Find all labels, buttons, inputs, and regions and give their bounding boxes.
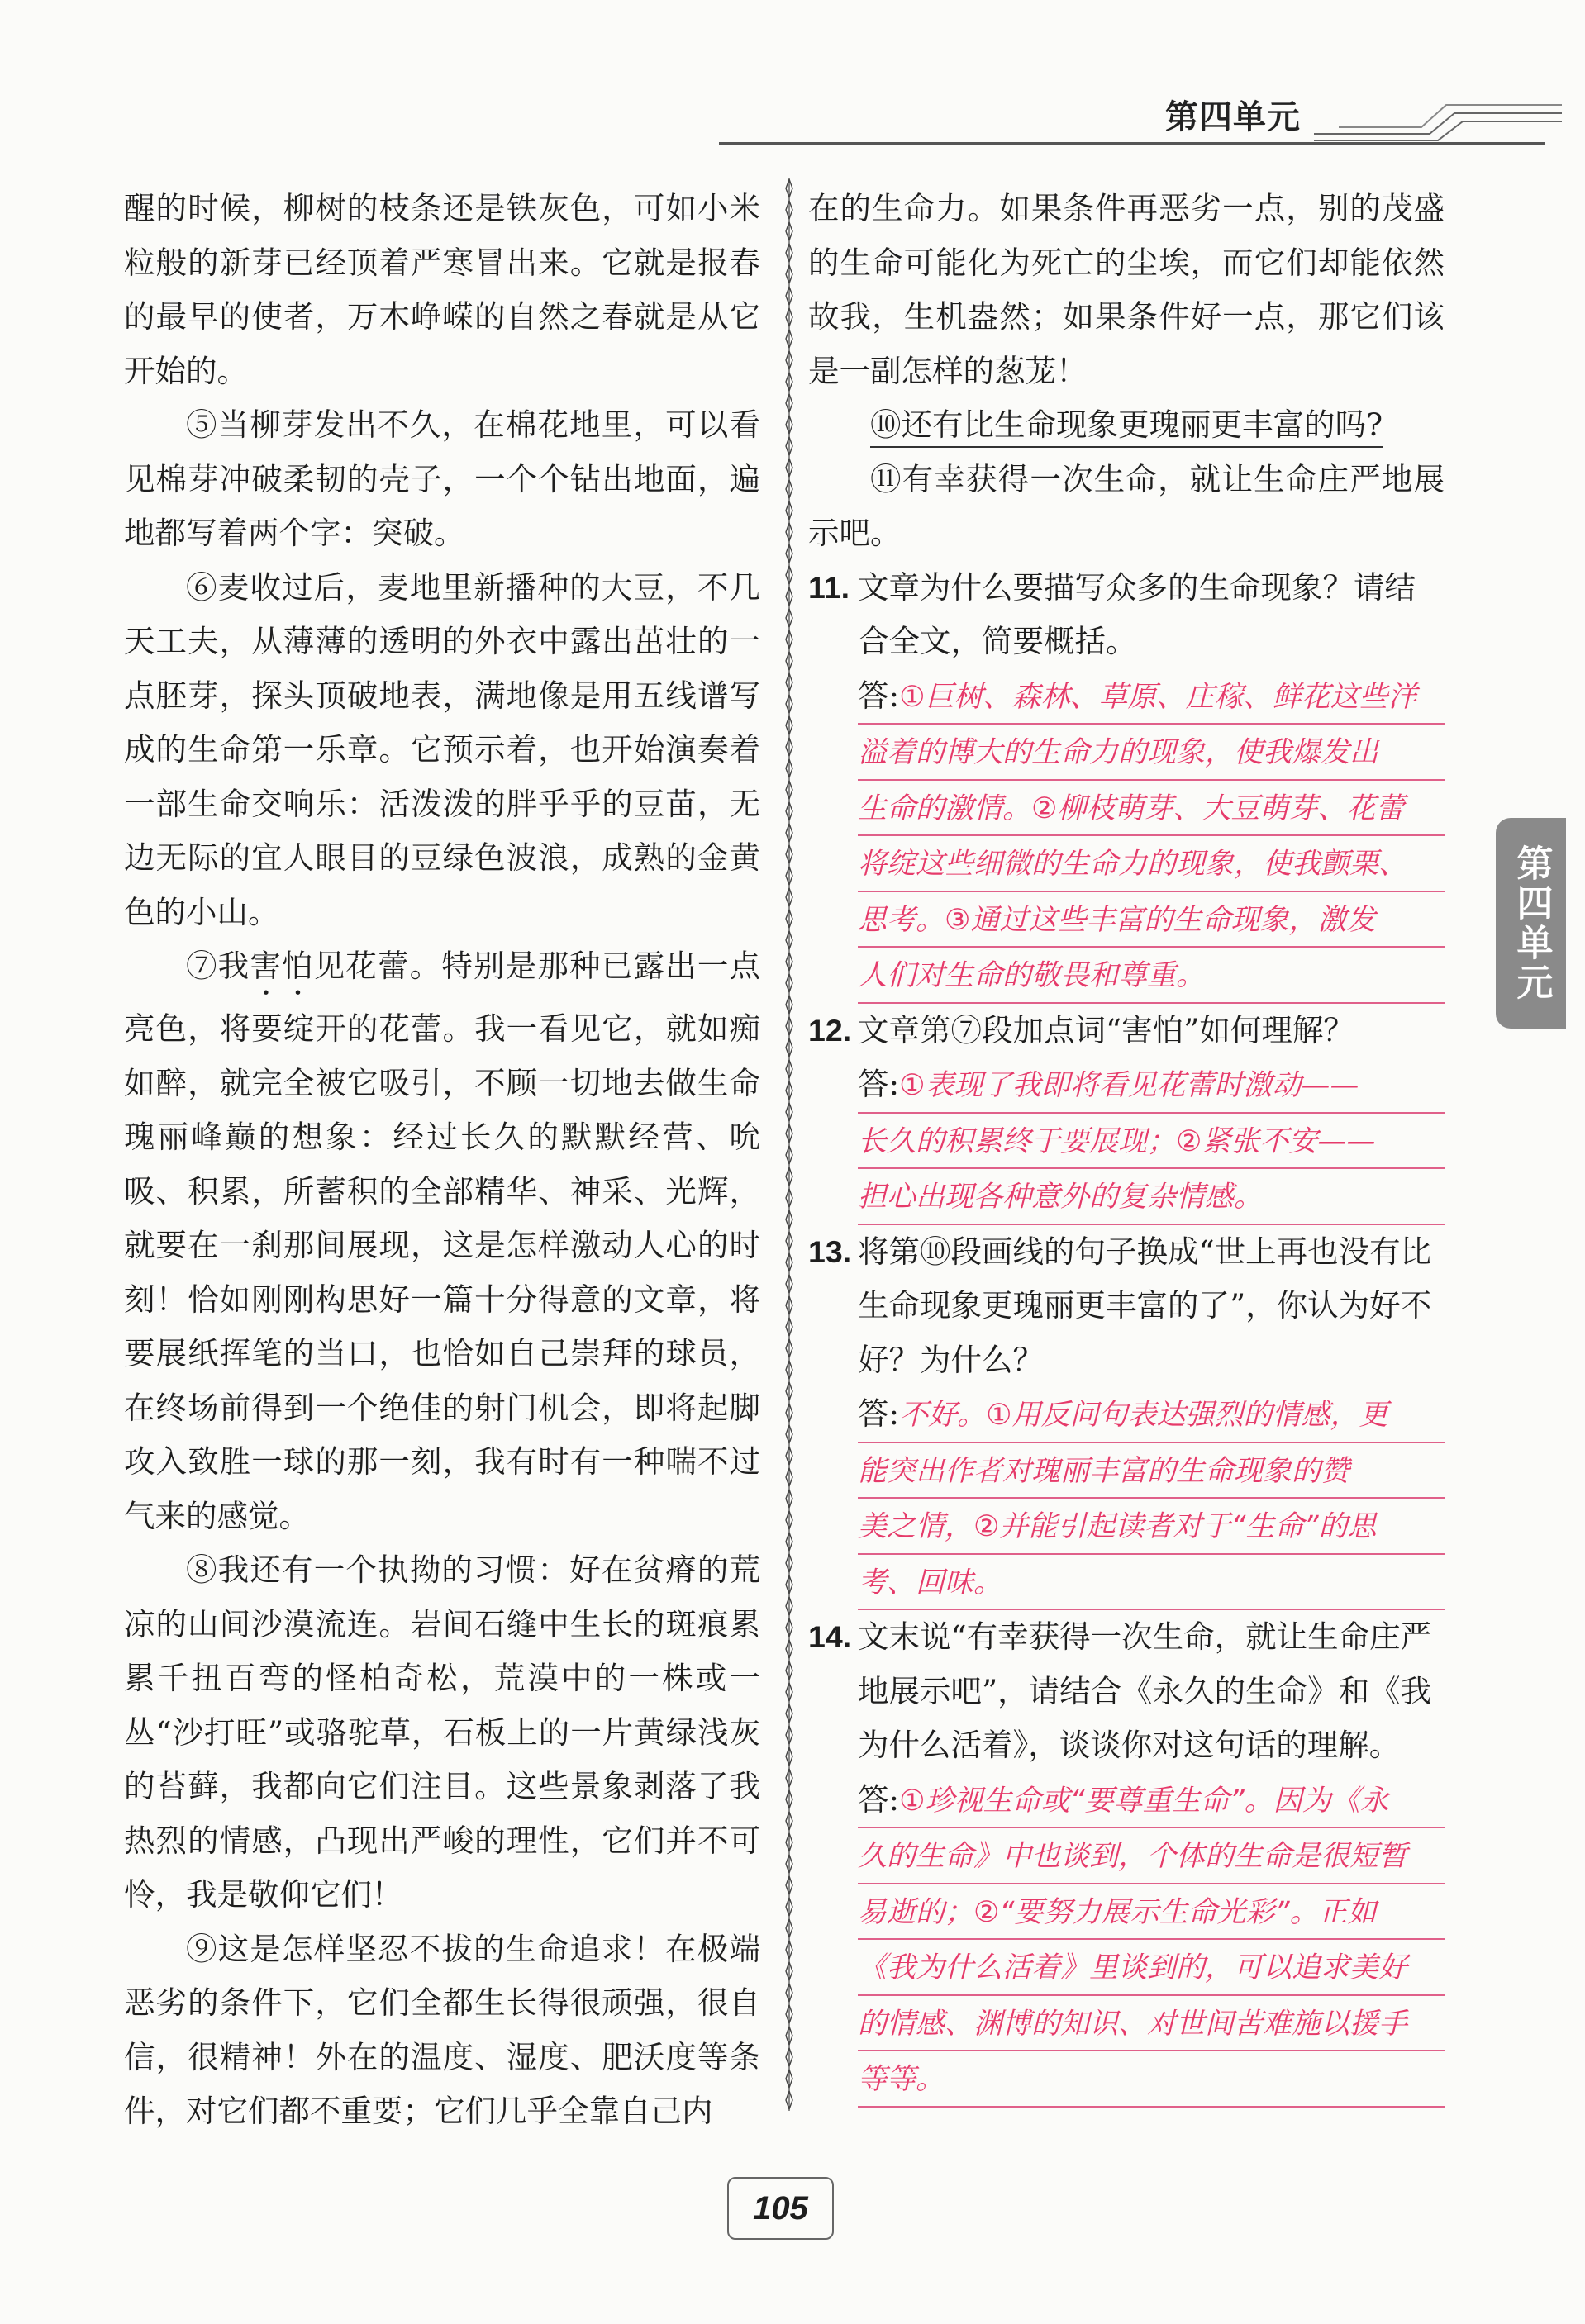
- answer-line: 人们对生命的敬畏和尊重。: [858, 959, 1206, 992]
- question-number: 11.: [808, 569, 850, 605]
- answer-line: 生命的激情。②柳枝萌芽、大豆萌芽、花蕾: [858, 791, 1405, 825]
- answer-block: [858, 669, 1445, 1004]
- answer-line: ①巨树、森林、草原、庄稼、鲜花这些洋: [899, 680, 1417, 714]
- answer-line: 担心出现各种意外的复杂情感。: [858, 1181, 1264, 1214]
- question-text: 文章为什么要描写众多的生命现象？请结合全文，简要概括。: [858, 568, 1416, 659]
- passage-paragraph-6: ⑥麦收过后，麦地里新播种的大豆，不几天工夫，从薄薄的透明的外衣中露出茁壮的一点胚芽，探头顶破地表，满地像是用五线谱写成的生命第一乐章。它预示着，也开始演奏着一部生命交响乐：活泼泼的胖乎乎的豆苗，无边无际的宜人眼目的豆绿色波浪，成熟的金黄色的小山。: [124, 568, 760, 930]
- page-header: [719, 76, 1578, 150]
- question-14: [808, 1610, 1445, 2108]
- passage-paragraph-8: ⑧我还有一个执拗的习惯：好在贫瘠的荒凉的山间沙漠流连。岩间石缝中生长的斑痕累累千扭百弯的怪柏奇松，荒漠中的一株或一丛“沙打旺”或骆驼草，石板上的一片黄绿浅灰的苔藓，我都向它们注目。这些景象剥落了我热烈的情感，凸现出严峻的理性，它们并不可怜，我是敬仰它们！: [124, 1552, 760, 1913]
- left-column: [124, 182, 760, 2139]
- question-13: [808, 1225, 1445, 1611]
- answer-line: 美之情，②并能引起读者对于“生命”的思: [858, 1510, 1377, 1543]
- answer-line: 将绽这些细微的生命力的现象，使我颤栗、: [858, 848, 1408, 881]
- question-number: 12.: [808, 1012, 852, 1048]
- para7-prefix: ⑦我: [186, 948, 250, 984]
- question-text: 文章第⑦段加点词“害怕”如何理解？: [858, 1011, 1354, 1048]
- question-number: 14.: [808, 1619, 852, 1654]
- question-number: 13.: [808, 1233, 852, 1269]
- answer-block: [858, 1387, 1445, 1610]
- answer-line: ①珍视生命或“要尊重生命”。因为《永: [899, 1784, 1389, 1818]
- page-number: 105: [727, 2177, 834, 2240]
- passage-paragraph-10: [808, 398, 1445, 453]
- passage-paragraph-5: ⑤当柳芽发出不久，在棉花地里，可以看见棉芽冲破柔韧的壳子，一个个钻出地面，遍地都写着两个字：突破。: [124, 406, 760, 551]
- question-12: [808, 1004, 1445, 1225]
- answer-line: 溢着的博大的生命力的现象，使我爆发出: [858, 736, 1379, 769]
- side-tab-label: 第四单元: [1510, 844, 1553, 1003]
- answer-line: 考、回味。: [858, 1566, 1003, 1599]
- passage-paragraph-9-continued: 在的生命力。如果条件再恶劣一点，别的茂盛的生命可能化为死亡的尘埃，而它们却能依然故我，生机盎然；如果条件好一点，那它们该是一副怎样的葱茏！: [808, 190, 1445, 389]
- answer-line: ①表现了我即将看见花蕾时激动——: [899, 1069, 1359, 1102]
- answer-line: 易逝的；②“要努力展示生命光彩”。正如: [858, 1895, 1377, 1929]
- answer-lead: 答:: [858, 1066, 900, 1102]
- answer-line: 的情感、渊博的知识、对世间苦难施以援手: [858, 2007, 1408, 2041]
- answer-lead: 答:: [858, 677, 900, 714]
- answer-line: 思考。③通过这些丰富的生命现象，激发: [858, 903, 1376, 937]
- question-11: [808, 561, 1445, 1004]
- answer-line: 等等。: [858, 2063, 945, 2096]
- answer-line: 《我为什么活着》里谈到的，可以追求美好: [858, 1951, 1408, 1984]
- dotted-word: 害怕: [250, 948, 314, 984]
- passage-paragraph-11: ⑪有幸获得一次生命，就让生命庄严地展示吧。: [808, 460, 1445, 551]
- header-decoration-lines: [1314, 76, 1562, 150]
- para7-text: 见花蕾。特别是那种已露出一点亮色，将要绽开的花蕾。我一看见它，就如痴如醉，就完全被它吸引，不顾一切地去做生命瑰丽峰巅的想象：经过长久的默默经营、吮吸、积累，所蓄积的全部精华、神采、光辉，就要在一刹那间展现，这是怎样激动人心的时刻！恰如刚刚构思好一篇十分得意的文章，将要展纸挥笔的当口，也恰如自己崇拜的球员，在终场前得到一个绝佳的射门机会，即将起脚攻入致胜一球的那一刻，我有时有一种喘不过气来的感觉。: [124, 948, 761, 1534]
- unit-side-tab: [1496, 818, 1566, 1029]
- unit-title: 第四单元: [1165, 98, 1301, 136]
- question-text: 文末说“有幸获得一次生命，就让生命庄严地展示吧”，请结合《永久的生命》和《我为什么活着》，谈谈你对这句话的理解。: [858, 1618, 1432, 1763]
- underlined-sentence: ⑩还有比生命现象更瑰丽更丰富的吗?: [870, 406, 1383, 448]
- answer-line: 不好。①用反问句表达强烈的情感，更: [899, 1399, 1388, 1432]
- answer-line: 久的生命》中也谈到，个体的生命是很短暂: [858, 1840, 1408, 1873]
- answer-lead: 答:: [858, 1395, 900, 1432]
- answer-line: 能突出作者对瑰丽丰富的生命现象的赞: [858, 1454, 1350, 1488]
- right-column: [808, 182, 1445, 2108]
- passage-paragraph-9: ⑨这是怎样坚忍不拔的生命追求！在极端恶劣的条件下，它们全都生长得很顽强，很自信，很精神！外在的温度、湿度、肥沃度等条件，对它们都不重要；它们几乎全靠自己内: [124, 1930, 760, 2129]
- question-text: 将第⑩段画线的句子换成“世上再也没有比生命现象更瑰丽更丰富的了”，你认为好不好？为什么？: [858, 1233, 1432, 1378]
- answer-lead: 答:: [858, 1780, 900, 1818]
- answer-line: 长久的积累终于要展现；②紧张不安——: [858, 1124, 1376, 1158]
- answer-block: [858, 1057, 1445, 1225]
- passage-paragraph-continued: 醒的时候，柳树的枝条还是铁灰色，可如小米粒般的新芽已经顶着严寒冒出来。它就是报春的最早的使者，万木峥嵘的自然之春就是从它开始的。: [124, 190, 760, 389]
- passage-paragraph-7: [124, 939, 760, 1543]
- answer-block: [858, 1773, 1445, 2108]
- header-rule: [719, 142, 1545, 145]
- column-divider: [783, 178, 795, 2111]
